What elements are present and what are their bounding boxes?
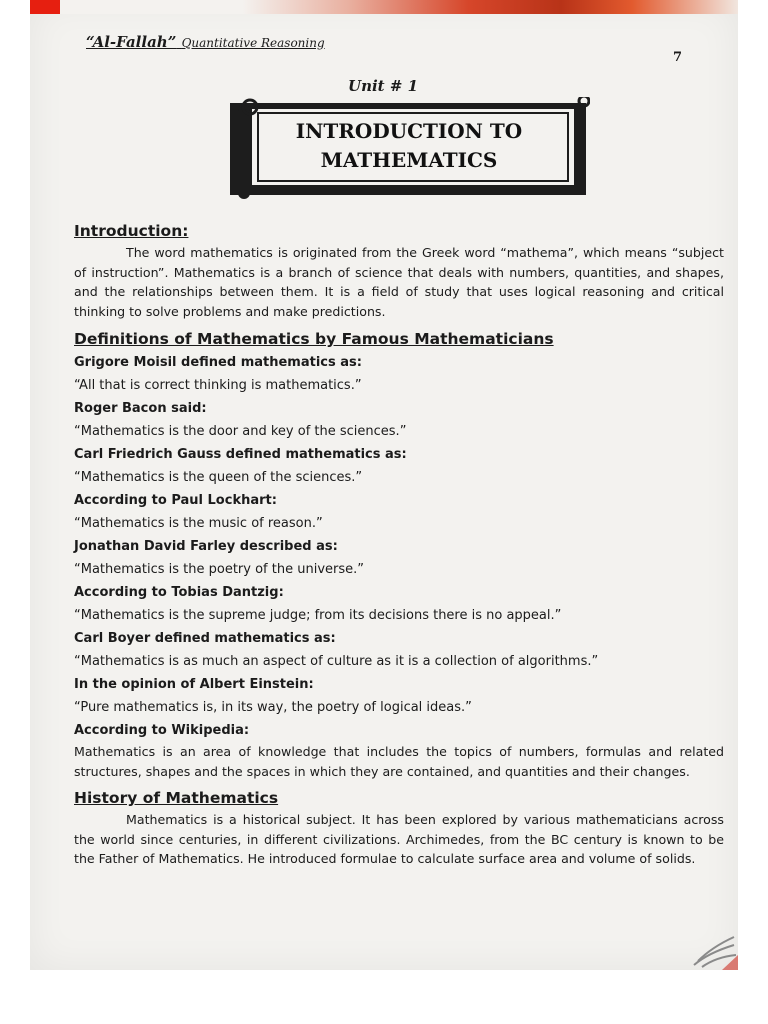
definition-quote: “Pure mathematics is, in its way, the poetry of logical ideas.”: [74, 700, 472, 715]
wikipedia-definition: Mathematics is an area of knowledge that includes the topics of numbers, formulas and related structures, shapes and the spaces in which they are contained, and quantities and their changes.: [74, 744, 724, 779]
introduction-heading: Introduction:: [74, 222, 189, 240]
definition-quote: “All that is correct thinking is mathematics.”: [74, 378, 362, 393]
chapter-title-line2: MATHEMATICS: [320, 148, 498, 172]
wikipedia-label: According to Wikipedia:: [74, 723, 250, 738]
definition-quote: “Mathematics is the music of reason.”: [74, 516, 323, 531]
page-number: 7: [673, 50, 683, 65]
definition-quote: “Mathematics is as much an aspect of culture as it is a collection of algorithms.”: [74, 654, 599, 669]
definition-label: Grigore Moisil defined mathematics as:: [74, 355, 362, 370]
definition-label: In the opinion of Albert Einstein:: [74, 677, 314, 692]
definitions-heading: Definitions of Mathematics by Famous Mathematicians: [74, 330, 554, 348]
chapter-banner: [212, 97, 590, 199]
definition-label: Carl Boyer defined mathematics as:: [74, 631, 336, 646]
page-top-red-edge: [30, 0, 60, 14]
chapter-title-line1: INTRODUCTION TO: [295, 119, 523, 143]
definition-quote: “Mathematics is the door and key of the sciences.”: [74, 424, 407, 439]
page-corner-decoration: [688, 915, 738, 970]
definition-quote: “Mathematics is the supreme judge; from its decisions there is no appeal.”: [74, 608, 562, 623]
definition-label: According to Tobias Dantzig:: [74, 585, 284, 600]
book-page: [30, 0, 738, 970]
definition-label: Carl Friedrich Gauss defined mathematics as:: [74, 447, 407, 462]
definition-label: Jonathan David Farley described as:: [74, 539, 338, 554]
definitions-list: [74, 351, 724, 781]
definition-label: Roger Bacon said:: [74, 401, 207, 416]
page-body: [74, 222, 724, 869]
book-title: “Al-Fallah”: [86, 33, 177, 51]
chapter-title: [264, 117, 554, 175]
book-subtitle: Quantitative Reasoning: [181, 36, 325, 50]
page-top-edge: [30, 0, 738, 14]
history-paragraph: Mathematics is a historical subject. It has been explored by various mathematicians across the world since centuries, in different civilizations. Archimedes, from the BC century is known to be the Father of Mathematics. He introduced formulae to calculate surface area and volume of solids.: [74, 812, 724, 866]
definition-quote: “Mathematics is the queen of the sciences.”: [74, 470, 363, 485]
unit-label: Unit # 1: [348, 77, 419, 95]
definition-quote: “Mathematics is the poetry of the universe.”: [74, 562, 364, 577]
history-heading: History of Mathematics: [74, 789, 279, 807]
running-header: [86, 33, 325, 51]
definition-label: According to Paul Lockhart:: [74, 493, 277, 508]
introduction-paragraph: The word mathematics is originated from the Greek word “mathema”, which means “subject of instruction”. Mathematics is a branch of science that deals with numbers, quantities, and shapes, and the relationships between them. It is a field of study that uses logical reasoning and critical thinking to solve problems and make predictions.: [74, 245, 724, 319]
